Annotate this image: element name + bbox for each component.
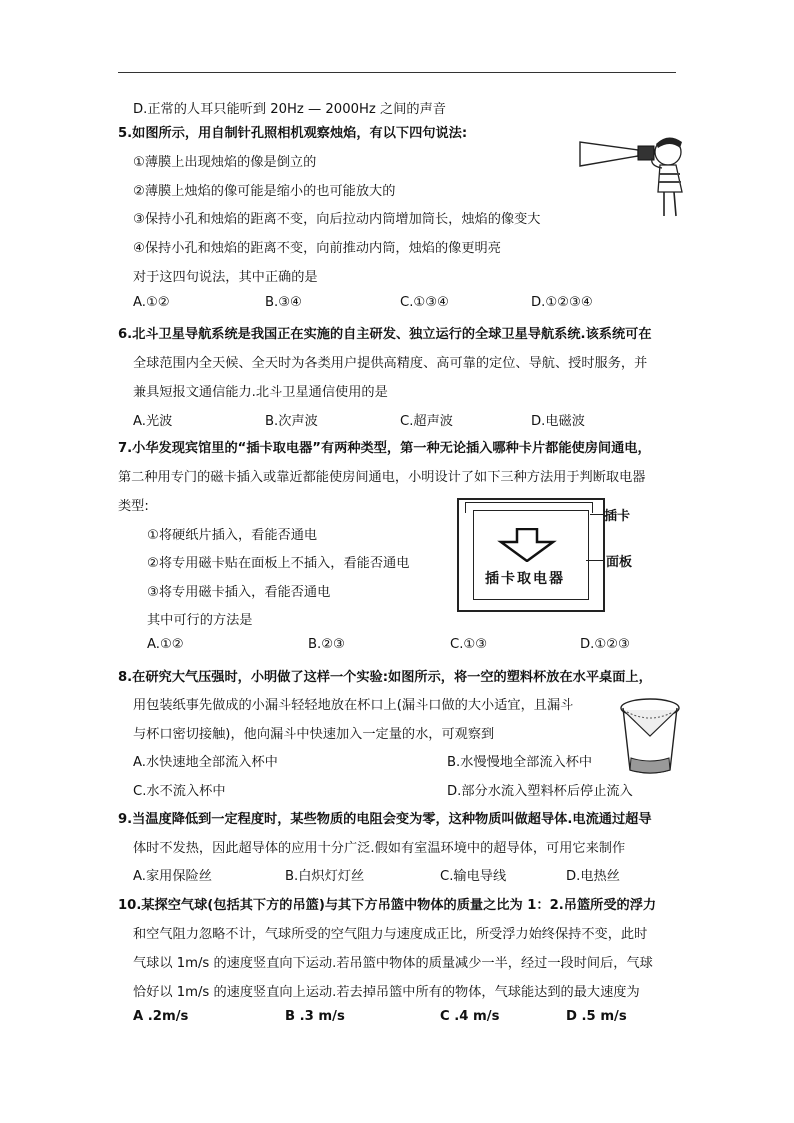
pinhole-camera-figure xyxy=(576,132,698,218)
cup-funnel-figure xyxy=(617,694,683,776)
q9-option-a: A.家用保险丝 xyxy=(133,869,212,884)
q8-option-a: A.水快速地全部流入杯中 xyxy=(133,755,278,770)
q7-option-b: B.②③ xyxy=(308,637,345,652)
q7-method-3: ③将专用磁卡插入，看能否通电 xyxy=(147,585,331,600)
q7-question: 其中可行的方法是 xyxy=(147,613,253,628)
q5-option-d: D.①②③④ xyxy=(531,295,593,310)
q7-line-3: 类型: xyxy=(118,499,149,514)
q7-option-c: C.①③ xyxy=(450,637,488,652)
q9-line-2: 体时不发热，因此超导体的应用十分广泛.假如有室温环境中的超导体，可用它来制作 xyxy=(133,841,626,856)
q6-line-1: 6.北斗卫星导航系统是我国正在实施的自主研发、独立运行的全球卫星导航系统.该系统可在 xyxy=(118,327,652,342)
q5-option-a: A.①② xyxy=(133,295,170,310)
q4-option-d: D.正常的人耳只能听到 20Hz — 2000Hz 之间的声音 xyxy=(133,102,446,117)
panel-leader-line xyxy=(586,560,604,561)
q7-line-1: 7.小华发现宾馆里的“插卡取电器”有两种类型，第一种无论插入哪种卡片都能使房间通电， xyxy=(118,441,651,456)
card-slot xyxy=(465,502,593,513)
q10-option-a: A .2m/s xyxy=(133,1009,189,1024)
q9-line-1: 9.当温度降低到一定程度时，某些物质的电阻会变为零，这种物质叫做超导体.电流通过超导 xyxy=(118,812,652,827)
device-label: 插卡取电器 xyxy=(485,571,565,587)
q5-statement-2: ②薄膜上烛焰的像可能是缩小的也可能放大的 xyxy=(133,184,396,199)
header-rule xyxy=(118,72,676,73)
q5-stem: 5.如图所示，用自制针孔照相机观察烛焰，有以下四句说法: xyxy=(118,126,468,141)
q8-line-2: 用包装纸事先做成的小漏斗轻轻地放在杯口上(漏斗口做的大小适宜，且漏斗 xyxy=(133,698,574,713)
card-leader-line xyxy=(590,514,604,515)
q10-line-4: 恰好以 1m/s 的速度竖直向上运动.若去掉吊篮中所有的物体，气球能达到的最大速度为 xyxy=(133,985,640,1000)
q10-line-3: 气球以 1m/s 的速度竖直向下运动.若吊篮中物体的质量减少一半，经过一段时间后，气球 xyxy=(133,956,653,971)
q9-option-c: C.输电导线 xyxy=(440,869,507,884)
q10-option-b: B .3 m/s xyxy=(285,1009,345,1024)
q6-option-d: D.电磁波 xyxy=(531,414,585,429)
q6-option-a: A.光波 xyxy=(133,414,173,429)
q6-option-b: B.次声波 xyxy=(265,414,318,429)
q8-line-3: 与杯口密切接触)，他向漏斗中快速加入一定量的水，可观察到 xyxy=(133,727,495,742)
q8-line-1: 8.在研究大气压强时，小明做了这样一个实验:如图所示，将一空的塑料杯放在水平桌面上， xyxy=(118,670,652,685)
q9-option-d: D.电热丝 xyxy=(566,869,620,884)
q5-option-b: B.③④ xyxy=(265,295,302,310)
q10-line-2: 和空气阻力忽略不计，气球所受的空气阻力与速度成正比，所受浮力始终保持不变，此时 xyxy=(133,927,648,942)
q8-option-d: D.部分水流入塑料杯后停止流入 xyxy=(447,784,633,799)
q7-line-2: 第二种用专门的磁卡插入或靠近都能使房间通电，小明设计了如下三种方法用于判断取电器 xyxy=(118,470,646,485)
q5-statement-3: ③保持小孔和烛焰的距离不变，向后拉动内筒增加筒长，烛焰的像变大 xyxy=(133,212,541,227)
card-label: 插卡 xyxy=(604,509,631,524)
q6-line-2: 全球范围内全天候、全天时为各类用户提供高精度、高可靠的定位、导航、授时服务，并 xyxy=(133,356,648,371)
q10-option-d: D .5 m/s xyxy=(566,1009,627,1024)
q8-option-b: B.水慢慢地全部流入杯中 xyxy=(447,755,593,770)
q10-line-1: 10.某探空气球(包括其下方的吊篮)与其下方吊篮中物体的质量之比为 1：2.吊篮所受的浮力 xyxy=(118,898,657,913)
q5-statement-4: ④保持小孔和烛焰的距离不变，向前推动内筒，烛焰的像更明亮 xyxy=(133,241,501,256)
q7-option-a: A.①② xyxy=(147,637,184,652)
insert-arrow-icon xyxy=(497,528,557,562)
q6-line-3: 兼具短报文通信能力.北斗卫星通信使用的是 xyxy=(133,385,388,400)
panel-label: 面板 xyxy=(606,555,633,570)
q5-statement-1: ①薄膜上出现烛焰的像是倒立的 xyxy=(133,155,317,170)
q5-option-c: C.①③④ xyxy=(400,295,449,310)
q7-method-1: ①将硬纸片插入，看能否通电 xyxy=(147,528,318,543)
q9-option-b: B.白炽灯灯丝 xyxy=(285,869,365,884)
q8-option-c: C.水不流入杯中 xyxy=(133,784,226,799)
card-device-figure xyxy=(457,498,605,612)
q7-method-2: ②将专用磁卡贴在面板上不插入，看能否通电 xyxy=(147,556,410,571)
q10-option-c: C .4 m/s xyxy=(440,1009,500,1024)
q5-question: 对于这四句说法，其中正确的是 xyxy=(133,270,318,285)
q7-option-d: D.①②③ xyxy=(580,637,630,652)
q6-option-c: C.超声波 xyxy=(400,414,453,429)
